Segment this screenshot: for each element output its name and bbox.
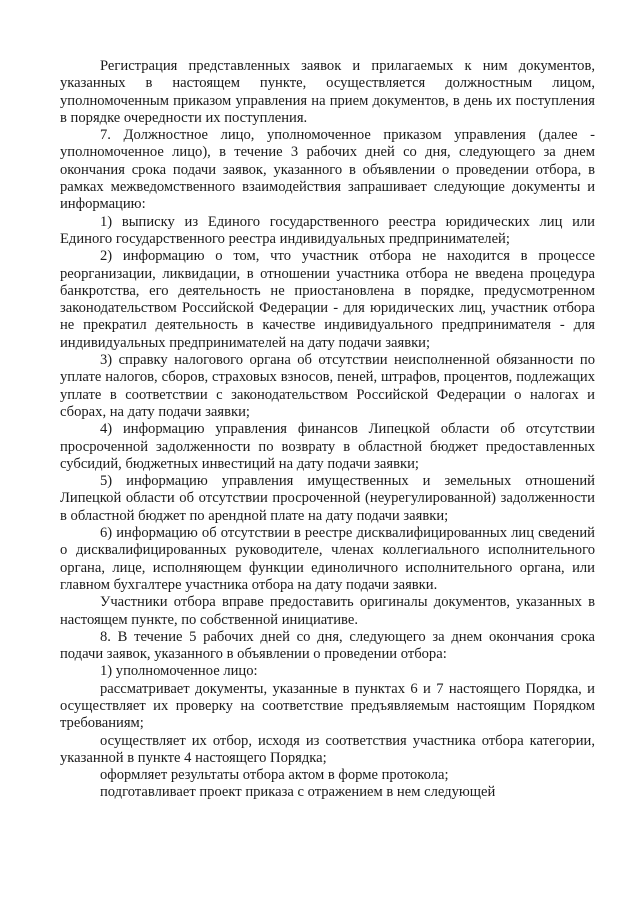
paragraph-subitem-2: 2) информацию о том, что участник отбора не находится в процессе реорганизации, ликвидации, в отношении участника отбора не введена процедура банкротства, его деятельность не приостановлена в порядке, предусмотренном законодательством Российской Федерации - для юридических лиц, участник отбора не прекратил деятельность в качестве индивидуального предпринимателя - для индивидуальных предпринимателей на дату подачи заявки;	[60, 248, 595, 351]
paragraph-registration: Регистрация представленных заявок и прилагаемых к ним документов, указанных в настоящем пункте, осуществляется должностным лицом, уполномоченным приказом управления на прием документов, в день их поступления в порядке очередности их поступления.	[60, 58, 595, 126]
paragraph-protocol: оформляет результаты отбора актом в форме протокола;	[100, 767, 449, 784]
paragraph-subitem-3: 3) справку налогового органа об отсутствии неисполненной обязанности по уплате налогов, сборов, страховых взносов, пеней, штрафов, процентов, подлежащих уплате в соответствии с законодательством Российской Федерации о налогах и сборах, на дату подачи заявки;	[60, 352, 595, 420]
paragraph-selection: осуществляет их отбор, исходя из соответствия участника отбора категории, указанной в пункте 4 настоящего Порядка;	[60, 732, 595, 766]
paragraph-subitem-5: 5) информацию управления имущественных и земельных отношений Липецкой области об отсутствии просроченной (неурегулированной) задолженности в областной бюджет по арендной плате на дату подачи заявки;	[60, 473, 595, 524]
document-page	[60, 58, 595, 802]
paragraph-draft-order: подготавливает проект приказа с отражением в нем следующей	[100, 784, 496, 801]
paragraph-subitem-4: 4) информацию управления финансов Липецкой области об отсутствии просроченной задолженности по возврату в областной бюджет предоставленных субсидий, бюджетных инвестиций на дату подачи заявки;	[60, 421, 595, 472]
paragraph-item-8-sub-1: 1) уполномоченное лицо:	[100, 663, 258, 680]
paragraph-subitem-6: 6) информацию об отсутствии в реестре дисквалифицированных лиц сведений о дисквалифицированных руководителе, членах коллегиального исполнительного органа, лице, исполняющем функции единоличного исполнительного органа, или главном бухгалтере участника отбора на дату подачи заявки.	[60, 525, 595, 593]
paragraph-item-7: 7. Должностное лицо, уполномоченное приказом управления (далее - уполномоченное лицо), в течение 3 рабочих дней со дня, следующего за днем окончания срока подачи заявок, указанного в объявлении о проведении отбора, в рамках межведомственного взаимодействия запрашивает следующие документы и информацию:	[60, 127, 595, 213]
paragraph-originals-note: Участники отбора вправе предоставить оригиналы документов, указанных в настоящем пункте, по собственной инициативе.	[60, 594, 595, 628]
paragraph-item-8: 8. В течение 5 рабочих дней со дня, следующего за днем окончания срока подачи заявок, указанного в объявлении о проведении отбора:	[60, 628, 595, 663]
paragraph-reviews-documents: рассматривает документы, указанные в пунктах 6 и 7 настоящего Порядка, и осуществляет их проверку на соответствие предъявляемым настоящим Порядком требованиям;	[60, 680, 595, 732]
paragraph-subitem-1: 1) выписку из Единого государственного реестра юридических лиц или Единого государственного реестра индивидуальных предпринимателей;	[60, 213, 595, 247]
